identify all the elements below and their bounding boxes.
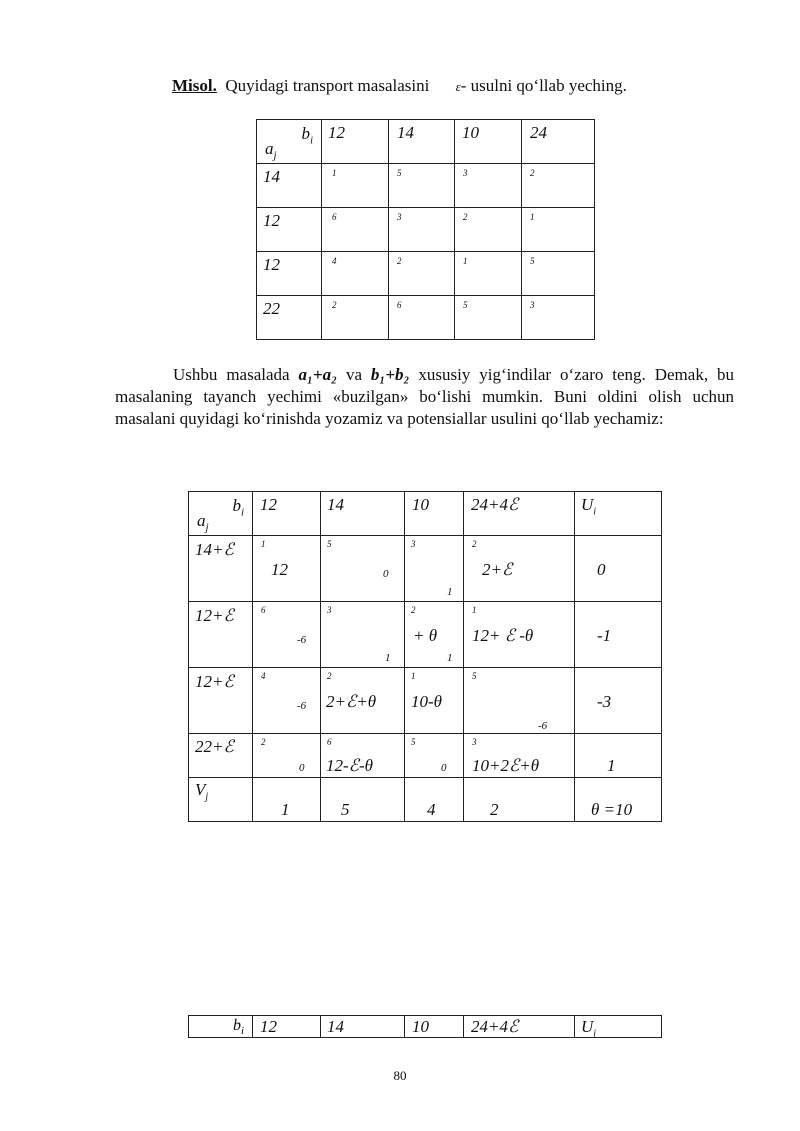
cell-text: 12 [328, 123, 345, 142]
cost-cell [322, 164, 389, 208]
transport-cell [253, 536, 321, 602]
cell-text: 12+ ℰ -θ [472, 626, 534, 645]
v-cell [321, 778, 405, 822]
transport-cell [464, 734, 575, 778]
corner-cell [189, 1016, 253, 1038]
cell-text: 0 [299, 762, 305, 774]
cell-text: 12 [263, 211, 280, 230]
cell-text: 1 [607, 756, 616, 775]
potentials-table [188, 491, 662, 822]
cell-text: 1 [261, 539, 266, 549]
cell-text: 10 [412, 495, 429, 514]
cell-text: 14 [327, 1017, 344, 1036]
cell-text: va [345, 365, 362, 384]
cell-text: 14 [263, 167, 280, 186]
supply-cell [257, 252, 322, 296]
cell-text: 0 [383, 568, 389, 580]
cell-text: 4 [261, 671, 266, 681]
transport-cell [405, 734, 464, 778]
cell-text: 2 [397, 256, 402, 266]
v-cell [253, 778, 321, 822]
cell-text: 2 [327, 671, 332, 681]
demand-cell [253, 1016, 321, 1038]
bi-label [301, 124, 313, 146]
cell-text: 1 [447, 586, 453, 598]
cell-text: U [581, 495, 594, 514]
cell-text: 12 [271, 560, 288, 579]
cost-cell [522, 296, 595, 340]
cell-text: U [581, 1017, 594, 1036]
example-heading [172, 76, 627, 96]
cell-text: 12 [260, 1017, 277, 1036]
cell-text: a [197, 510, 206, 530]
cell-text: -6 [538, 720, 548, 732]
cost-cell [522, 208, 595, 252]
cost-cell [455, 252, 522, 296]
demand-cell [253, 492, 321, 536]
cell-text: 2+ℰ [482, 560, 513, 579]
u-header-cell [575, 492, 662, 536]
demand-cell [321, 1016, 405, 1038]
cost-cell [455, 296, 522, 340]
cell-text: j [273, 149, 277, 161]
cost-cell [455, 208, 522, 252]
cost-cell [389, 296, 455, 340]
cell-text: 22 [263, 299, 280, 318]
transport-cell [405, 602, 464, 668]
heading-text: Quyidagi transport masalasini [225, 76, 430, 95]
cell-text: 2+ℰ+θ [326, 692, 377, 711]
demand-cell [389, 120, 455, 164]
cell-text: j [205, 521, 209, 533]
cell-text: 14 [397, 123, 414, 142]
cell-text: 0 [441, 762, 447, 774]
cost-cell [522, 164, 595, 208]
cell-text: i [240, 506, 244, 519]
cell-text: 1 [332, 168, 337, 178]
cell-text: 6 [327, 737, 332, 747]
cost-cell [389, 164, 455, 208]
v-cell [405, 778, 464, 822]
cell-text: 12 [260, 495, 277, 514]
cell-text: 4 [427, 800, 436, 819]
transport-cell [321, 734, 405, 778]
demand-cell [322, 120, 389, 164]
cell-text: 22+ℰ [195, 737, 234, 756]
bi-label [233, 1017, 244, 1037]
supply-cell [189, 536, 253, 602]
aj-label [265, 139, 277, 161]
cell-text: i [240, 1025, 244, 1038]
demand-cell [455, 120, 522, 164]
cell-text: 5 [411, 737, 416, 747]
cell-text: 2 [463, 212, 468, 222]
transport-cell [405, 668, 464, 734]
cell-text: 5 [327, 539, 332, 549]
cell-text: 2 [530, 168, 535, 178]
cost-table [256, 119, 595, 340]
demand-cell [464, 1016, 575, 1038]
corner-cell [189, 492, 253, 536]
cell-text: 3 [530, 300, 535, 310]
transport-cell [321, 668, 405, 734]
cell-text: i [593, 506, 597, 518]
supply-cell [257, 164, 322, 208]
cell-text: -6 [297, 700, 307, 712]
cell-text: 10+2ℰ+θ [472, 756, 540, 775]
cell-text: 3 [463, 168, 468, 178]
transport-cell [464, 536, 575, 602]
cell-text: i [309, 134, 313, 147]
cost-cell [322, 252, 389, 296]
supply-cell [189, 602, 253, 668]
cell-text: -6 [297, 634, 307, 646]
cell-text: b [232, 496, 241, 515]
cell-text: 5 [530, 256, 535, 266]
cell-text: θ =10 [591, 800, 633, 819]
cell-text: i [593, 1028, 597, 1038]
a1-plus-a2: a₁+a₂ [298, 365, 338, 384]
cell-text: 12+ℰ [195, 672, 234, 691]
supply-cell [257, 296, 322, 340]
cell-text: 3 [327, 605, 332, 615]
cell-text: 3 [472, 737, 477, 747]
cell-text: 12 [263, 255, 280, 274]
u-header-cell [575, 1016, 662, 1038]
v-cell [464, 778, 575, 822]
cell-text: + θ [413, 626, 438, 645]
transport-cell [253, 602, 321, 668]
epsilon-symbol: ε [455, 79, 461, 94]
cell-text: 12-ℰ-θ [326, 756, 373, 775]
cell-text: 1 [411, 671, 416, 681]
cell-text: 1 [385, 652, 391, 664]
cost-cell [389, 208, 455, 252]
cell-text: 1 [472, 605, 477, 615]
heading-text-2: - usulni qo‘llab yeching. [460, 76, 627, 95]
cell-text: 24 [530, 123, 547, 142]
demand-cell [405, 1016, 464, 1038]
cell-text: 10 [462, 123, 479, 142]
cell-text: 2 [261, 737, 266, 747]
cell-text: b [301, 124, 310, 143]
cell-text: a [265, 138, 274, 158]
demand-cell [522, 120, 595, 164]
cell-text: 6 [261, 605, 266, 615]
next-table-header [188, 1015, 662, 1038]
cell-text: 1 [281, 800, 290, 819]
cell-text: 0 [597, 560, 606, 579]
cell-text: 24+4ℰ [471, 1017, 519, 1036]
cell-text: -1 [597, 626, 612, 645]
bi-label [232, 496, 244, 518]
u-cell [575, 668, 662, 734]
demand-cell [464, 492, 575, 536]
supply-cell [257, 208, 322, 252]
b1-plus-b2: b₁+b₂ [370, 365, 410, 384]
cost-cell [322, 296, 389, 340]
cell-text: 6 [332, 212, 337, 222]
cell-text: 2 [490, 800, 499, 819]
page-number: 80 [393, 1068, 407, 1083]
cell-text: 12+ℰ [195, 606, 234, 625]
u-cell [575, 602, 662, 668]
cell-text: 1 [463, 256, 468, 266]
aj-label [197, 511, 209, 533]
transport-cell [464, 602, 575, 668]
cell-text: 4 [332, 256, 337, 266]
cost-cell [522, 252, 595, 296]
v-label-cell [189, 778, 253, 822]
cost-cell [389, 252, 455, 296]
cell-text: 2 [472, 539, 477, 549]
supply-cell [189, 734, 253, 778]
cell-text: V [195, 780, 206, 799]
cell-text: 1 [447, 652, 453, 664]
body-paragraph [115, 364, 734, 430]
cell-text: 10-θ [411, 692, 443, 711]
cell-text: j [205, 791, 209, 803]
corner-cell [257, 120, 322, 164]
demand-cell [321, 492, 405, 536]
supply-cell [189, 668, 253, 734]
cost-cell [455, 164, 522, 208]
transport-cell [253, 668, 321, 734]
cell-text: 5 [463, 300, 468, 310]
u-cell [575, 734, 662, 778]
demand-cell [405, 492, 464, 536]
cell-text: -3 [597, 692, 612, 711]
cell-text: 5 [397, 168, 402, 178]
cell-text: 5 [341, 800, 350, 819]
transport-cell [405, 536, 464, 602]
cell-text: 2 [332, 300, 337, 310]
cell-text: 24+4ℰ [471, 495, 519, 514]
cell-text: 14+ℰ [195, 540, 234, 559]
cell-text: 6 [397, 300, 402, 310]
cell-text: xususiy yig‘indilar o‘zaro teng. Demak, bu masalaning tayanch yechimi «buzilgan» bo‘lishi mumkin. Buni oldini olish uchun masalani quyidagi ko‘rinishda yozamiz va potensiallar usulini qo‘llab yechamiz: [115, 365, 734, 428]
cost-cell [322, 208, 389, 252]
cell-text: 10 [412, 1017, 429, 1036]
transport-cell [464, 668, 575, 734]
cell-text: 3 [411, 539, 416, 549]
cell-text: 1 [530, 212, 535, 222]
cell-text: 2 [411, 605, 416, 615]
transport-cell [321, 536, 405, 602]
cell-text: Ushbu masalada [173, 365, 290, 384]
transport-cell [253, 734, 321, 778]
u-cell [575, 536, 662, 602]
cell-text: b [232, 1017, 241, 1034]
theta-cell [575, 778, 662, 822]
cell-text: 5 [472, 671, 477, 681]
cell-text: 3 [397, 212, 402, 222]
transport-cell [321, 602, 405, 668]
cell-text: 14 [327, 495, 344, 514]
example-label: Misol. [172, 76, 217, 95]
